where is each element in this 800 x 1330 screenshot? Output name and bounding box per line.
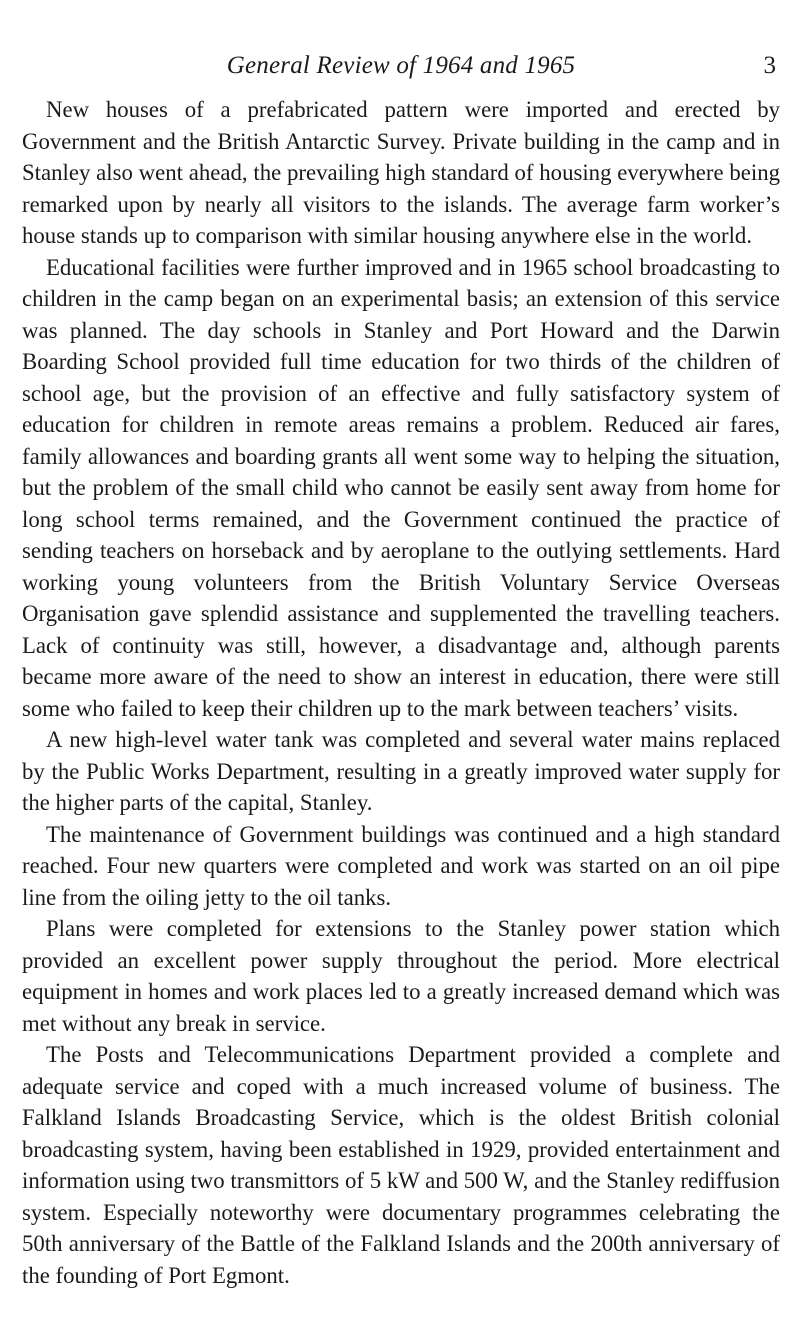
paragraph-government-buildings: The maintenance of Government buildings was continued and a high standard reached. Four new quarters were completed and work was started on an oil pipe line from the oiling jetty to the oil tanks. [22, 821, 780, 910]
paragraph-housing: New houses of a prefabricated pattern were imported and erected by Government and the British Antarctic Survey. Private building in the camp and in Stanley also went ahead, the prevailing high standard of housing everywhere being remarked upon by nearly all visitors to the islands. The average farm worker’s house stands up to comparison with similar housing anywhere else in the world. [22, 97, 780, 248]
running-head [22, 52, 780, 92]
paragraph-posts-telecommunications: The Posts and Telecommunications Department provided a complete and adequate service and coped with a much increased volume of business. The Falkland Islands Broadcasting Service, which is the oldest British colonial broadcasting system, having been established in 1929, provided entertainment and information using two transmittors of 5 kW and 500 W, and the Stanley rediffusion system. Especially noteworthy were documentary programmes celebrating the 50th anniversary of the Battle of the Falkland Islands and the 200th anniversary of the founding of Port Egmont. [22, 1042, 780, 1288]
page-number: 3 [763, 52, 776, 79]
paragraph-water-supply: A new high-level water tank was completed and several water mains replaced by the Public Works Department, resulting in a greatly improved water supply for the higher parts of the capital, Stanley. [22, 727, 780, 815]
body-text [22, 94, 780, 1291]
paragraph-education: Educational facilities were further improved and in 1965 school broadcasting to children in the camp began on an experimental basis; an extension of this service was planned. The day schools in Stanley and Port Howard and the Darwin Boarding School provided full time education for two thirds of the children of school age, but the provision of an effective and fully satisfactory system of education for children in remote areas remains a problem. Reduced air fares, family allowances and boarding grants all went some way to helping the situation, but the problem of the small child who cannot be easily sent away from home for long school terms remained, and the Government continued the practice of sending teachers on horseback and by aeroplane to the outlying settlements. Hard working young volunteers from the British Voluntary Service Overseas Organisation gave splendid assistance and supplemented the travelling teachers. Lack of continuity was still, however, a disadvantage and, although parents became more aware of the need to show an interest in education, there were still some who failed to keep their children up to the mark between teachers’ visits. [22, 254, 780, 721]
running-title: General Review of 1964 and 1965 [226, 52, 576, 79]
paragraph-power-station: Plans were completed for extensions to the Stanley power station which provided an excellent power supply throughout the period. More electrical equipment in homes and work places led to a greatly increased demand which was met without any break in service. [22, 916, 780, 1036]
